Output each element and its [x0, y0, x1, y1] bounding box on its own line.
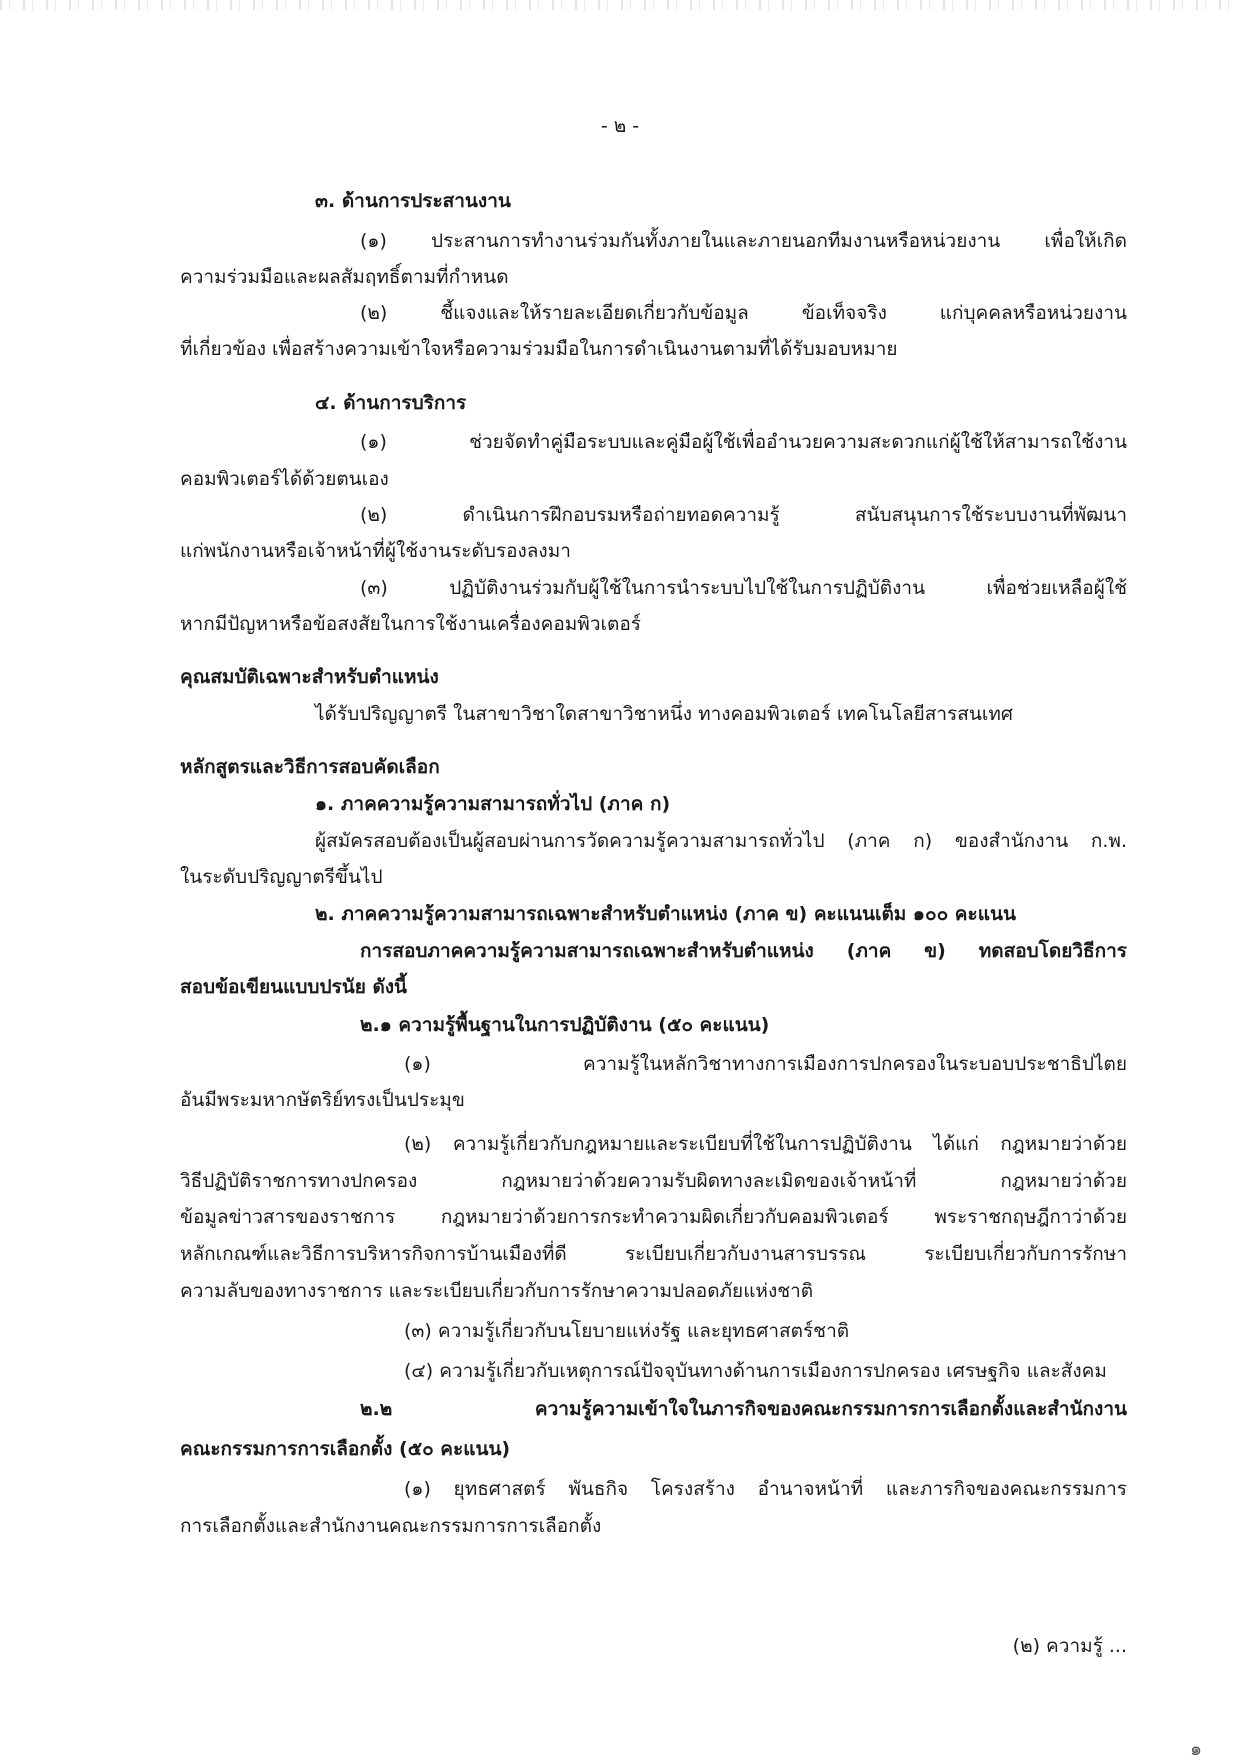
paragraph-line: หากมีปัญหาหรือข้อสงสัยในการใช้งานเครื่องคอมพิวเตอร์ — [180, 613, 641, 635]
paragraph-line: ข้อมูลข่าวสารของราชการ กฎหมายว่าด้วยการกระทำความผิดเกี่ยวกับคอมพิวเตอร์ พระราชกฤษฎีกาว่าด้วย — [180, 1206, 1127, 1228]
paragraph-line: ผู้สมัครสอบต้องเป็นผู้สอบผ่านการวัดความรู้ความสามารถทั่วไป (ภาค ก) ของสำนักงาน ก.พ. — [315, 830, 1127, 852]
scan-edge — [0, 0, 1239, 10]
paragraph-line: ได้รับปริญญาตรี ในสาขาวิชาใดสาขาวิชาหนึ่ง ทางคอมพิวเตอร์ เทคโนโลยีสารสนเทศ — [315, 703, 1013, 725]
continuation-footer: (๒) ความรู้ ... — [1012, 1635, 1127, 1657]
paragraph-line: ความร่วมมือและผลสัมฤทธิ์ตามที่กำหนด — [180, 266, 509, 288]
paragraph-line: (๓) ความรู้เกี่ยวกับนโยบายแห่งรัฐ และยุทธศาสตร์ชาติ — [404, 1320, 850, 1342]
paragraph-line: (๒) ชี้แจงและให้รายละเอียดเกี่ยวกับข้อมูล ข้อเท็จจริง แก่บุคคลหรือหน่วยงาน — [360, 302, 1127, 324]
paragraph-line: (๓) ปฏิบัติงานร่วมกับผู้ใช้ในการนำระบบไปใช้ในการปฏิบัติงาน เพื่อช่วยเหลือผู้ใช้ — [360, 577, 1127, 599]
subsection-heading: ๒. ภาคความรู้ความสามารถเฉพาะสำหรับตำแหน่ง (ภาค ข) คะแนนเต็ม ๑๐๐ คะแนน — [315, 903, 1016, 925]
paragraph-line: อันมีพระมหากษัตริย์ทรงเป็นประมุข — [180, 1089, 465, 1111]
paragraph-line: การสอบภาคความรู้ความสามารถเฉพาะสำหรับตำแหน่ง (ภาค ข) ทดสอบโดยวิธีการ — [360, 940, 1127, 962]
paragraph-line: (๔) ความรู้เกี่ยวกับเหตุการณ์ปัจจุบันทางด้านการเมืองการปกครอง เศรษฐกิจ และสังคม — [404, 1360, 1107, 1382]
paragraph-line: (๒) ดำเนินการฝึกอบรมหรือถ่ายทอดความรู้ สนับสนุนการใช้ระบบงานที่พัฒนา — [360, 504, 1127, 526]
curriculum-heading: หลักสูตรและวิธีการสอบคัดเลือก — [180, 756, 440, 778]
section-heading-service: ๔. ด้านการบริการ — [315, 392, 467, 414]
paragraph-line: วิธีปฏิบัติราชการทางปกครอง กฎหมายว่าด้วยความรับผิดทางละเมิดของเจ้าหน้าที่ กฎหมายว่าด้วย — [180, 1170, 1127, 1192]
paragraph-line: หลักเกณฑ์และวิธีการบริหารกิจการบ้านเมืองที่ดี ระเบียบเกี่ยวกับงานสารบรรณ ระเบียบเกี่ยวกับการรักษา — [180, 1243, 1127, 1265]
paragraph-line: แก่พนักงานหรือเจ้าหน้าที่ผู้ใช้งานระดับรองลงมา — [180, 540, 571, 562]
paragraph-line: (๑) ความรู้ในหลักวิชาทางการเมืองการปกครองในระบอบประชาธิปไตย — [404, 1053, 1127, 1075]
paragraph-line: ในระดับปริญญาตรีขึ้นไป — [180, 866, 383, 888]
page-number: - ๒ - — [600, 115, 640, 137]
subsection-heading: ๑. ภาคความรู้ความสามารถทั่วไป (ภาค ก) — [315, 793, 671, 815]
paragraph-line: คอมพิวเตอร์ได้ด้วยตนเอง — [180, 468, 389, 490]
paragraph-line: ความลับของทางราชการ และระเบียบเกี่ยวกับการรักษาความปลอดภัยแห่งชาติ — [180, 1280, 814, 1302]
section-heading-coordination: ๓. ด้านการประสานงาน — [315, 190, 511, 212]
paragraph-line: คณะกรรมการการเลือกตั้ง (๕๐ คะแนน) — [180, 1438, 511, 1460]
paragraph-line: (๑) ประสานการทำงานร่วมกันทั้งภายในและภายนอกทีมงานหรือหน่วยงาน เพื่อให้เกิด — [360, 230, 1127, 252]
paragraph-line: ที่เกี่ยวข้อง เพื่อสร้างความเข้าใจหรือความร่วมมือในการดำเนินงานตามที่ได้รับมอบหมาย — [180, 338, 898, 360]
subsection-heading: ๒.๒ ความรู้ความเข้าใจในภารกิจของคณะกรรมการการเลือกตั้งและสำนักงาน — [360, 1398, 1127, 1420]
paragraph-line: สอบข้อเขียนแบบปรนัย ดังนี้ — [180, 976, 408, 998]
paragraph-line: (๑) ยุทธศาสตร์ พันธกิจ โครงสร้าง อำนาจหน้าที่ และภารกิจของคณะกรรมการ — [404, 1478, 1127, 1500]
subsection-heading: ๒.๑ ความรู้พื้นฐานในการปฏิบัติงาน (๕๐ คะแนน) — [360, 1014, 770, 1036]
corner-mark: ๑ — [1190, 1738, 1203, 1760]
paragraph-line: การเลือกตั้งและสำนักงานคณะกรรมการการเลือกตั้ง — [180, 1515, 602, 1537]
qualifications-heading: คุณสมบัติเฉพาะสำหรับตำแหน่ง — [180, 666, 439, 688]
paragraph-line: (๒) ความรู้เกี่ยวกับกฎหมายและระเบียบที่ใช้ในการปฏิบัติงาน ได้แก่ กฎหมายว่าด้วย — [404, 1133, 1127, 1155]
paragraph-line: (๑) ช่วยจัดทำคู่มือระบบและคู่มือผู้ใช้เพื่ออำนวยความสะดวกแก่ผู้ใช้ให้สามารถใช้งาน — [360, 431, 1127, 453]
